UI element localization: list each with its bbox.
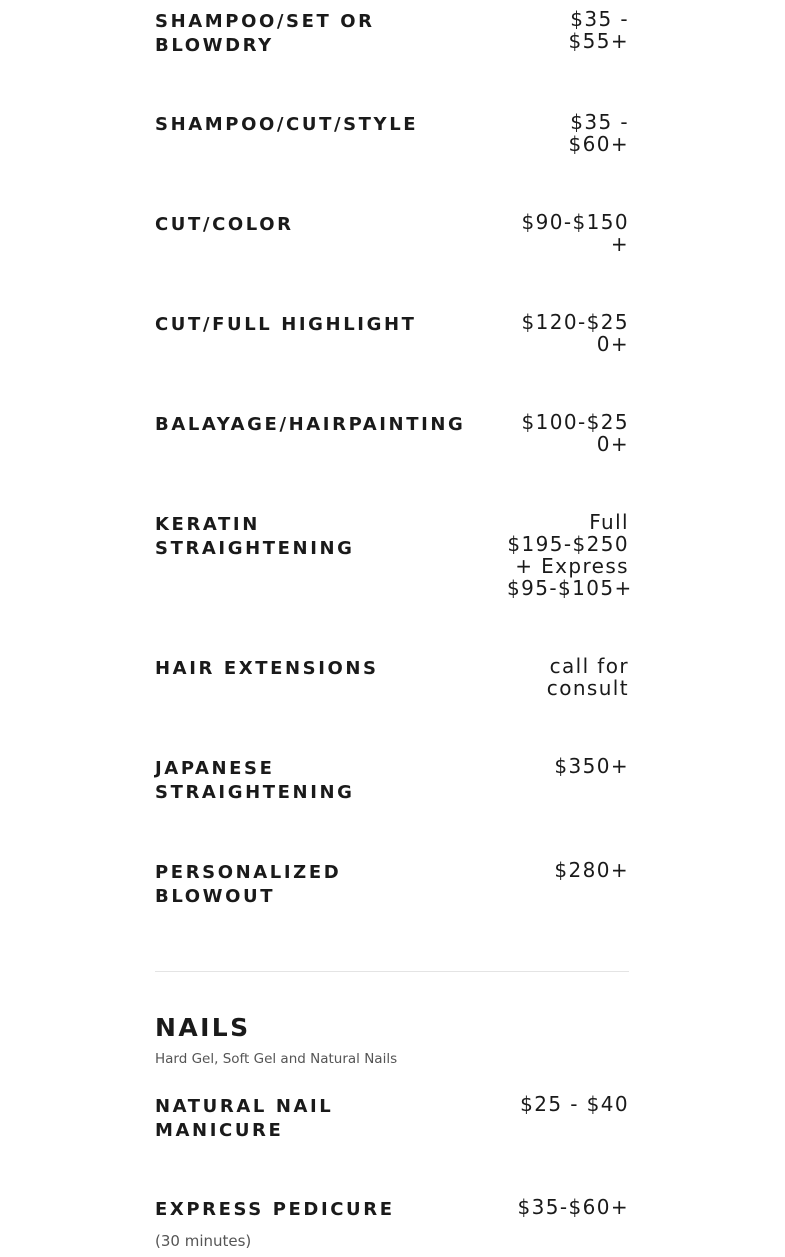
service-name: EXPRESS PEDICURE xyxy=(155,1199,395,1220)
service-name: SHAMPOO/SET OR BLOWDRY xyxy=(155,11,375,56)
service-name: CUT/COLOR xyxy=(155,214,294,235)
service-name: JAPANESE STRAIGHTENING xyxy=(155,758,355,803)
service-price: $280+ xyxy=(554,858,629,882)
service-price: $25 - $40 xyxy=(520,1092,629,1116)
service-price: $35-$60+ xyxy=(517,1195,629,1219)
service-price: call for consult xyxy=(546,654,629,700)
service-name: HAIR EXTENSIONS xyxy=(155,658,379,679)
service-price: Full $195-$250 + Express $95-$105+ xyxy=(507,510,633,600)
section-title-nails: NAILS xyxy=(155,1013,251,1042)
section-divider xyxy=(155,971,629,972)
service-price: $100-$250+ xyxy=(521,410,629,456)
service-name: SHAMPOO/CUT/STYLE xyxy=(155,114,419,135)
service-price: $35 - $60+ xyxy=(568,110,629,156)
section-subtitle-nails: Hard Gel, Soft Gel and Natural Nails xyxy=(155,1051,398,1067)
service-price: $350+ xyxy=(554,754,629,778)
service-note: (30 minutes) xyxy=(155,1232,252,1250)
service-name: CUT/FULL HIGHLIGHT xyxy=(155,314,417,335)
service-name: NATURAL NAIL MANICURE xyxy=(155,1096,334,1141)
service-name: KERATIN STRAIGHTENING xyxy=(155,514,355,559)
service-price: $120-$250+ xyxy=(521,310,629,356)
service-name: PERSONALIZED BLOWOUT xyxy=(155,862,342,907)
service-name: BALAYAGE/HAIRPAINTING xyxy=(155,414,466,435)
service-price: $35 - $55+ xyxy=(568,7,629,53)
service-price: $90-$150 + xyxy=(521,210,629,256)
